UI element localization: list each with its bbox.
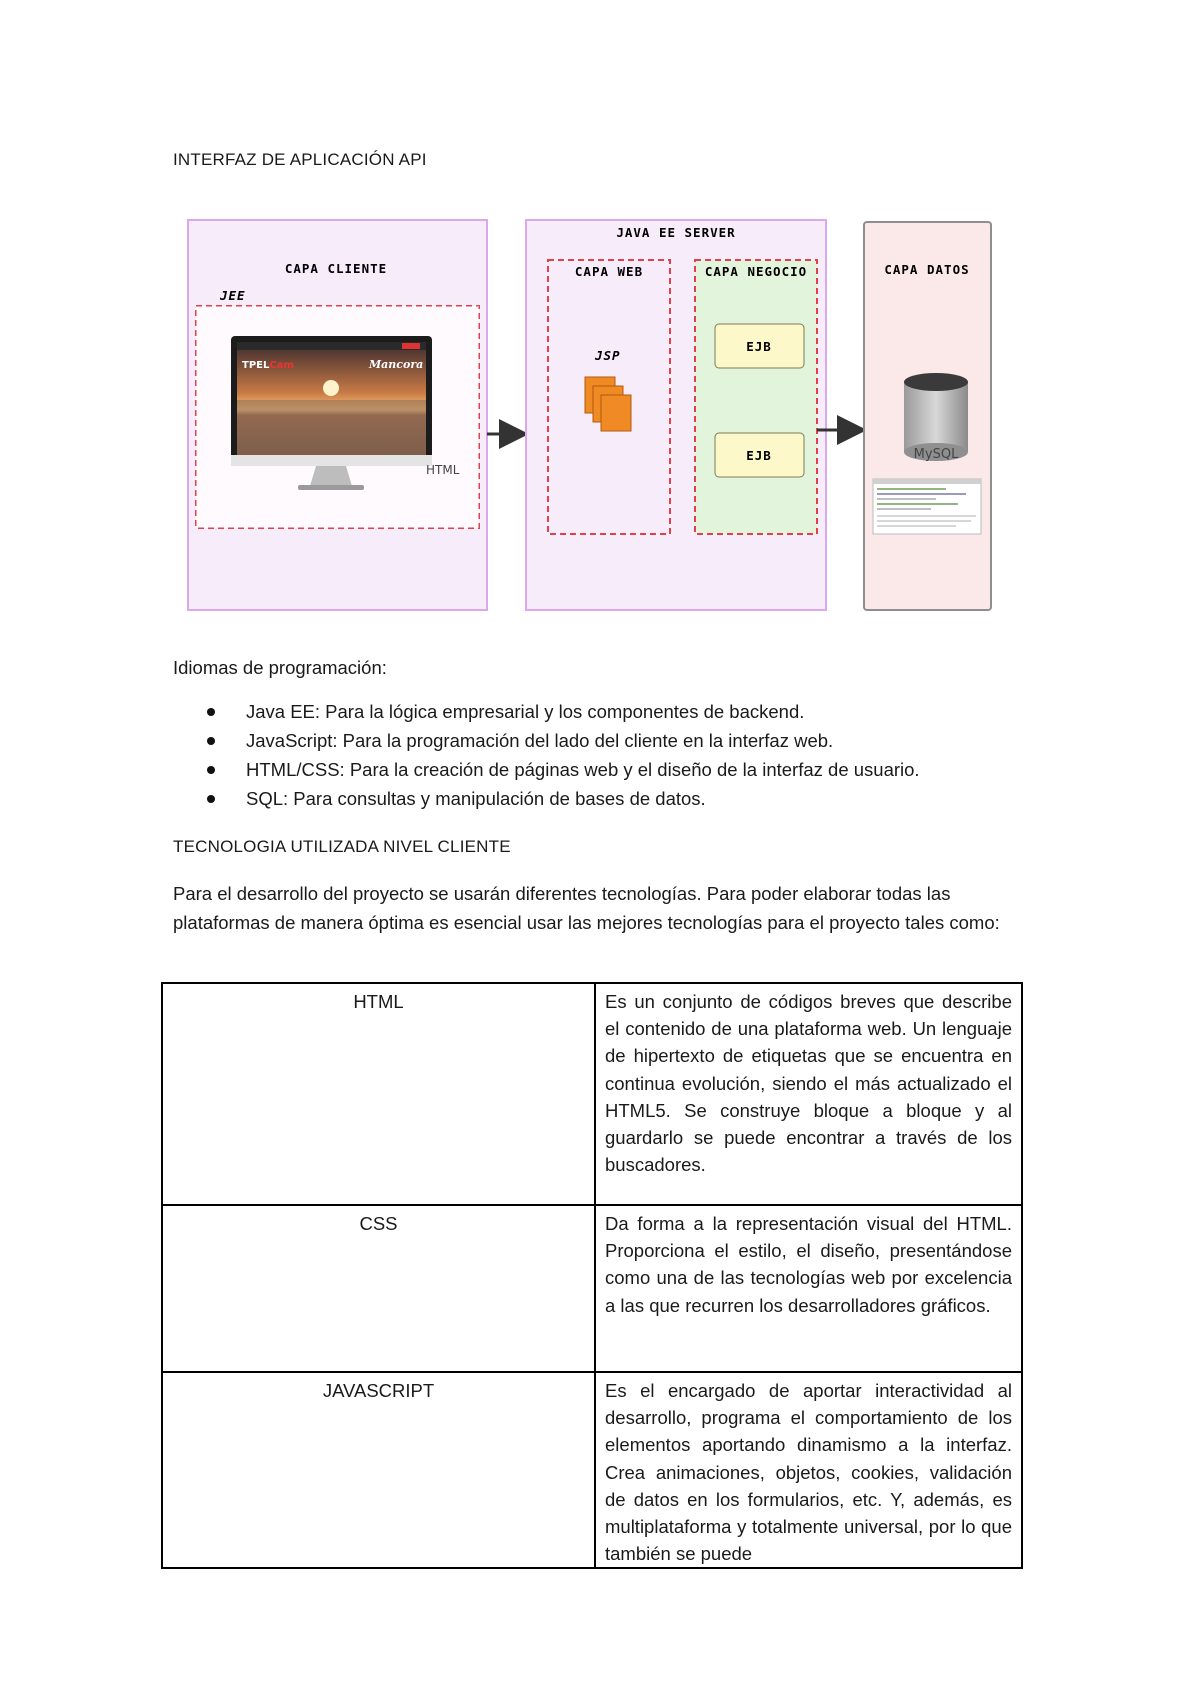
table-row [162,1205,1022,1372]
screen-brand: Mancora [369,358,424,371]
list-item: HTML/CSS: Para la creación de páginas web y el diseño de la interfaz de usuario. [173,755,1033,784]
languages-heading: Idiomas de programación: [173,657,387,678]
screen-logo: TPELCam [242,360,294,371]
bullet-icon [207,737,215,745]
list-item: SQL: Para consultas y manipulación de bases de datos. [173,784,1033,813]
tech-description-cell: Da forma a la representación visual del HTML. Proporciona el estilo, el diseño, presentándose como una de las tecnologías web por excelencia a las que recurren los desarrolladores gráficos. [595,1205,1022,1372]
architecture-diagram [186,218,998,612]
business-layer-box [695,260,817,534]
server-title: JAVA EE SERVER [616,225,736,240]
mysql-label: MySQL [913,447,959,462]
tech-heading: TECNOLOGIA UTILIZADA NIVEL CLIENTE [173,837,511,856]
list-item: JavaScript: Para la programación del lado del cliente en la interfaz web. [173,726,1033,755]
tech-description-cell: Es el encargado de aportar interactividad al desarrollo, programa el comportamiento de los elementos aportando dinamismo a la interfaz. Crea animaciones, objetos, cookies, validación de datos en los formularios, etc. Y, además, es multiplataforma y totalmente universal, por lo que también se puede [595,1372,1022,1568]
table-row [162,1372,1022,1568]
table-row [162,983,1022,1205]
tech-name-cell: HTML [162,983,595,1205]
intro-paragraph: Para el desarrollo del proyecto se usarán diferentes tecnologías. Para poder elaborar todas las plataformas de manera óptima es esencial usar las mejores tecnologías para el proyecto tales como: [173,883,1000,933]
business-layer-title: CAPA NEGOCIO [704,264,808,279]
sql-editor-thumbnail [873,479,981,534]
bullet-icon [207,766,215,774]
jsp-label: JSP [595,348,621,363]
page-title: INTERFAZ DE APLICACIÓN API [173,150,427,169]
web-layer-title: CAPA WEB [574,264,644,279]
client-layer-title: CAPA CLIENTE [284,261,388,276]
bullet-icon [207,795,215,803]
tech-name-cell: JAVASCRIPT [162,1372,595,1568]
bullet-icon [207,708,215,716]
languages-list [173,697,1033,813]
jee-label: JEE [220,288,246,303]
tech-description-cell: Es un conjunto de códigos breves que describe el contenido de una plataforma web. Un lenguaje de hipertexto de etiquetas que se encuentra en continua evolución, siendo el más actualizado el HTML5. Se construye bloque a bloque y al guardarlo se puede encontrar a través de los buscadores. [595,983,1022,1205]
ejb-label-2: EJB [746,448,772,463]
html-label: HTML [426,463,460,477]
ejb-label-1: EJB [746,339,772,354]
data-layer-title: CAPA DATOS [884,262,970,277]
list-item: Java EE: Para la lógica empresarial y los componentes de backend. [173,697,1033,726]
tech-name-cell: CSS [162,1205,595,1372]
technologies-table [161,982,1023,1569]
architecture-diagram-svg [186,218,998,612]
